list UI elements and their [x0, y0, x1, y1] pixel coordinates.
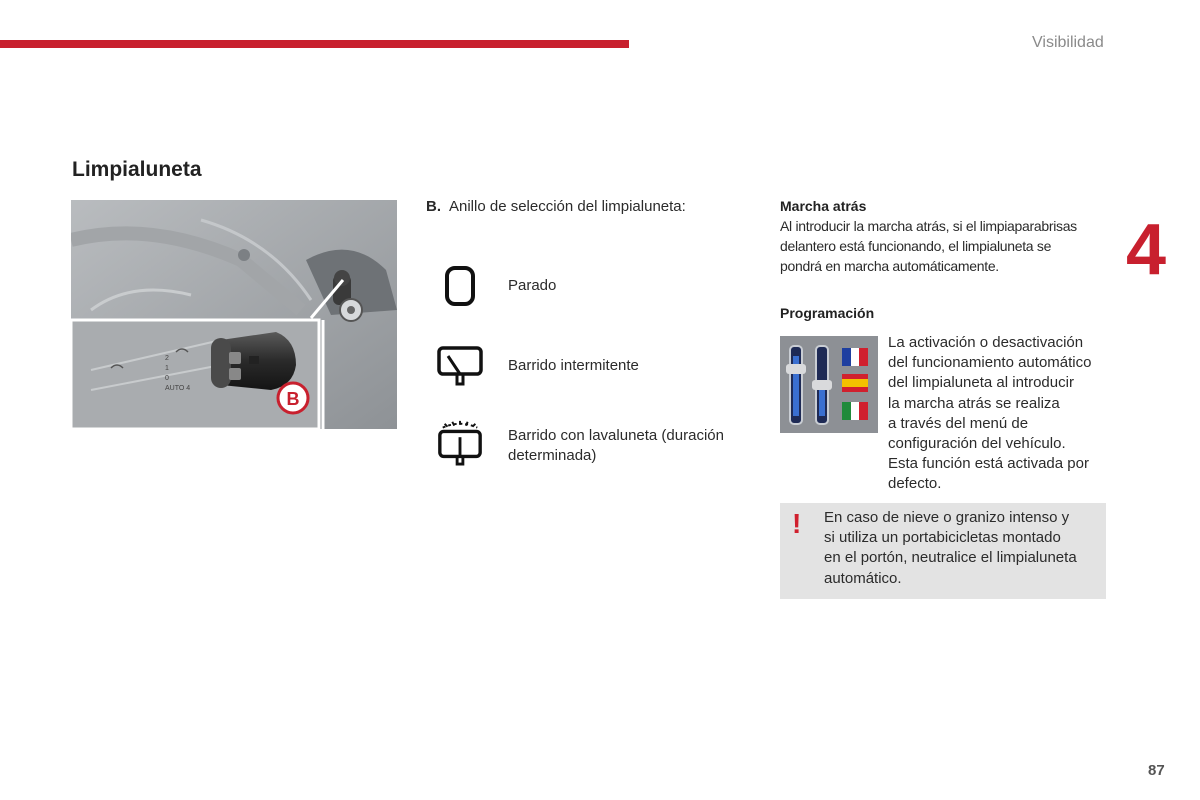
scale-label-auto: AUTO 4: [165, 385, 191, 392]
mode-stop-label: Parado: [508, 277, 557, 294]
ring-text: Anillo de selección del limpialuneta:: [449, 198, 686, 215]
callout-b: B: [286, 389, 300, 409]
wiper-wash-icon: [436, 418, 484, 466]
reverse-title: Marcha atrás: [780, 198, 867, 214]
programming-body: [888, 333, 1108, 495]
ring-letter: B.: [426, 198, 441, 215]
programming-line-6: configuración del vehículo.: [888, 435, 1066, 453]
mode-wash-line-1: Barrido con lavaluneta (duración: [508, 427, 724, 444]
reverse-body: [780, 216, 1110, 276]
reverse-line-1: Al introducir la marcha atrás, si el limpiaparabrisas: [780, 218, 1077, 234]
reverse-line-2: delantero está funcionando, el limpialuneta se: [780, 238, 1052, 254]
wiper-off-icon: [436, 262, 484, 310]
warning-line-4: automático.: [824, 569, 902, 587]
warning-line-3: en el portón, neutralice el limpialuneta: [824, 549, 1077, 567]
programming-title: Programación: [780, 305, 875, 321]
warning-line-1: En caso de nieve o granizo intenso y: [824, 509, 1070, 526]
programming-line-4: la marcha atrás se realiza: [888, 394, 1060, 412]
ring-description: [426, 198, 686, 215]
warning-line-2: si utiliza un portabicicletas montado: [824, 529, 1061, 547]
wiper-intermittent-icon: [436, 342, 484, 390]
programming-line-8: defecto.: [888, 475, 942, 493]
programming-line-7: Esta función está activada por: [888, 455, 1089, 473]
mode-intermittent-label: Barrido intermitente: [508, 357, 639, 374]
reverse-line-3: pondrá en marcha automáticamente.: [780, 258, 999, 274]
programming-line-3: del limpialuneta al introducir: [888, 374, 1074, 392]
wiper-stalk-illustration: [71, 200, 397, 429]
scale-label-1: 1: [165, 365, 169, 372]
programming-line-5: a través del menú de: [888, 414, 1029, 432]
mode-wash-label: [508, 426, 748, 466]
scale-label-0: 0: [165, 375, 169, 382]
programming-line-2: del funcionamiento automático: [888, 354, 1092, 372]
chapter-number: 4: [1126, 210, 1167, 290]
programming-line-1: La activación o desactivación: [888, 334, 1084, 351]
warning-icon: !: [792, 508, 802, 539]
header-accent-bar: [0, 40, 629, 48]
warning-text: [824, 508, 1096, 589]
mode-wash-line-2: determinada): [508, 447, 597, 464]
page-number: 87: [1148, 762, 1165, 779]
section-label: Visibilidad: [1032, 34, 1104, 51]
config-menu-image: [780, 336, 878, 433]
scale-label-2: 2: [165, 355, 169, 362]
page-title: Limpialuneta: [72, 158, 202, 181]
